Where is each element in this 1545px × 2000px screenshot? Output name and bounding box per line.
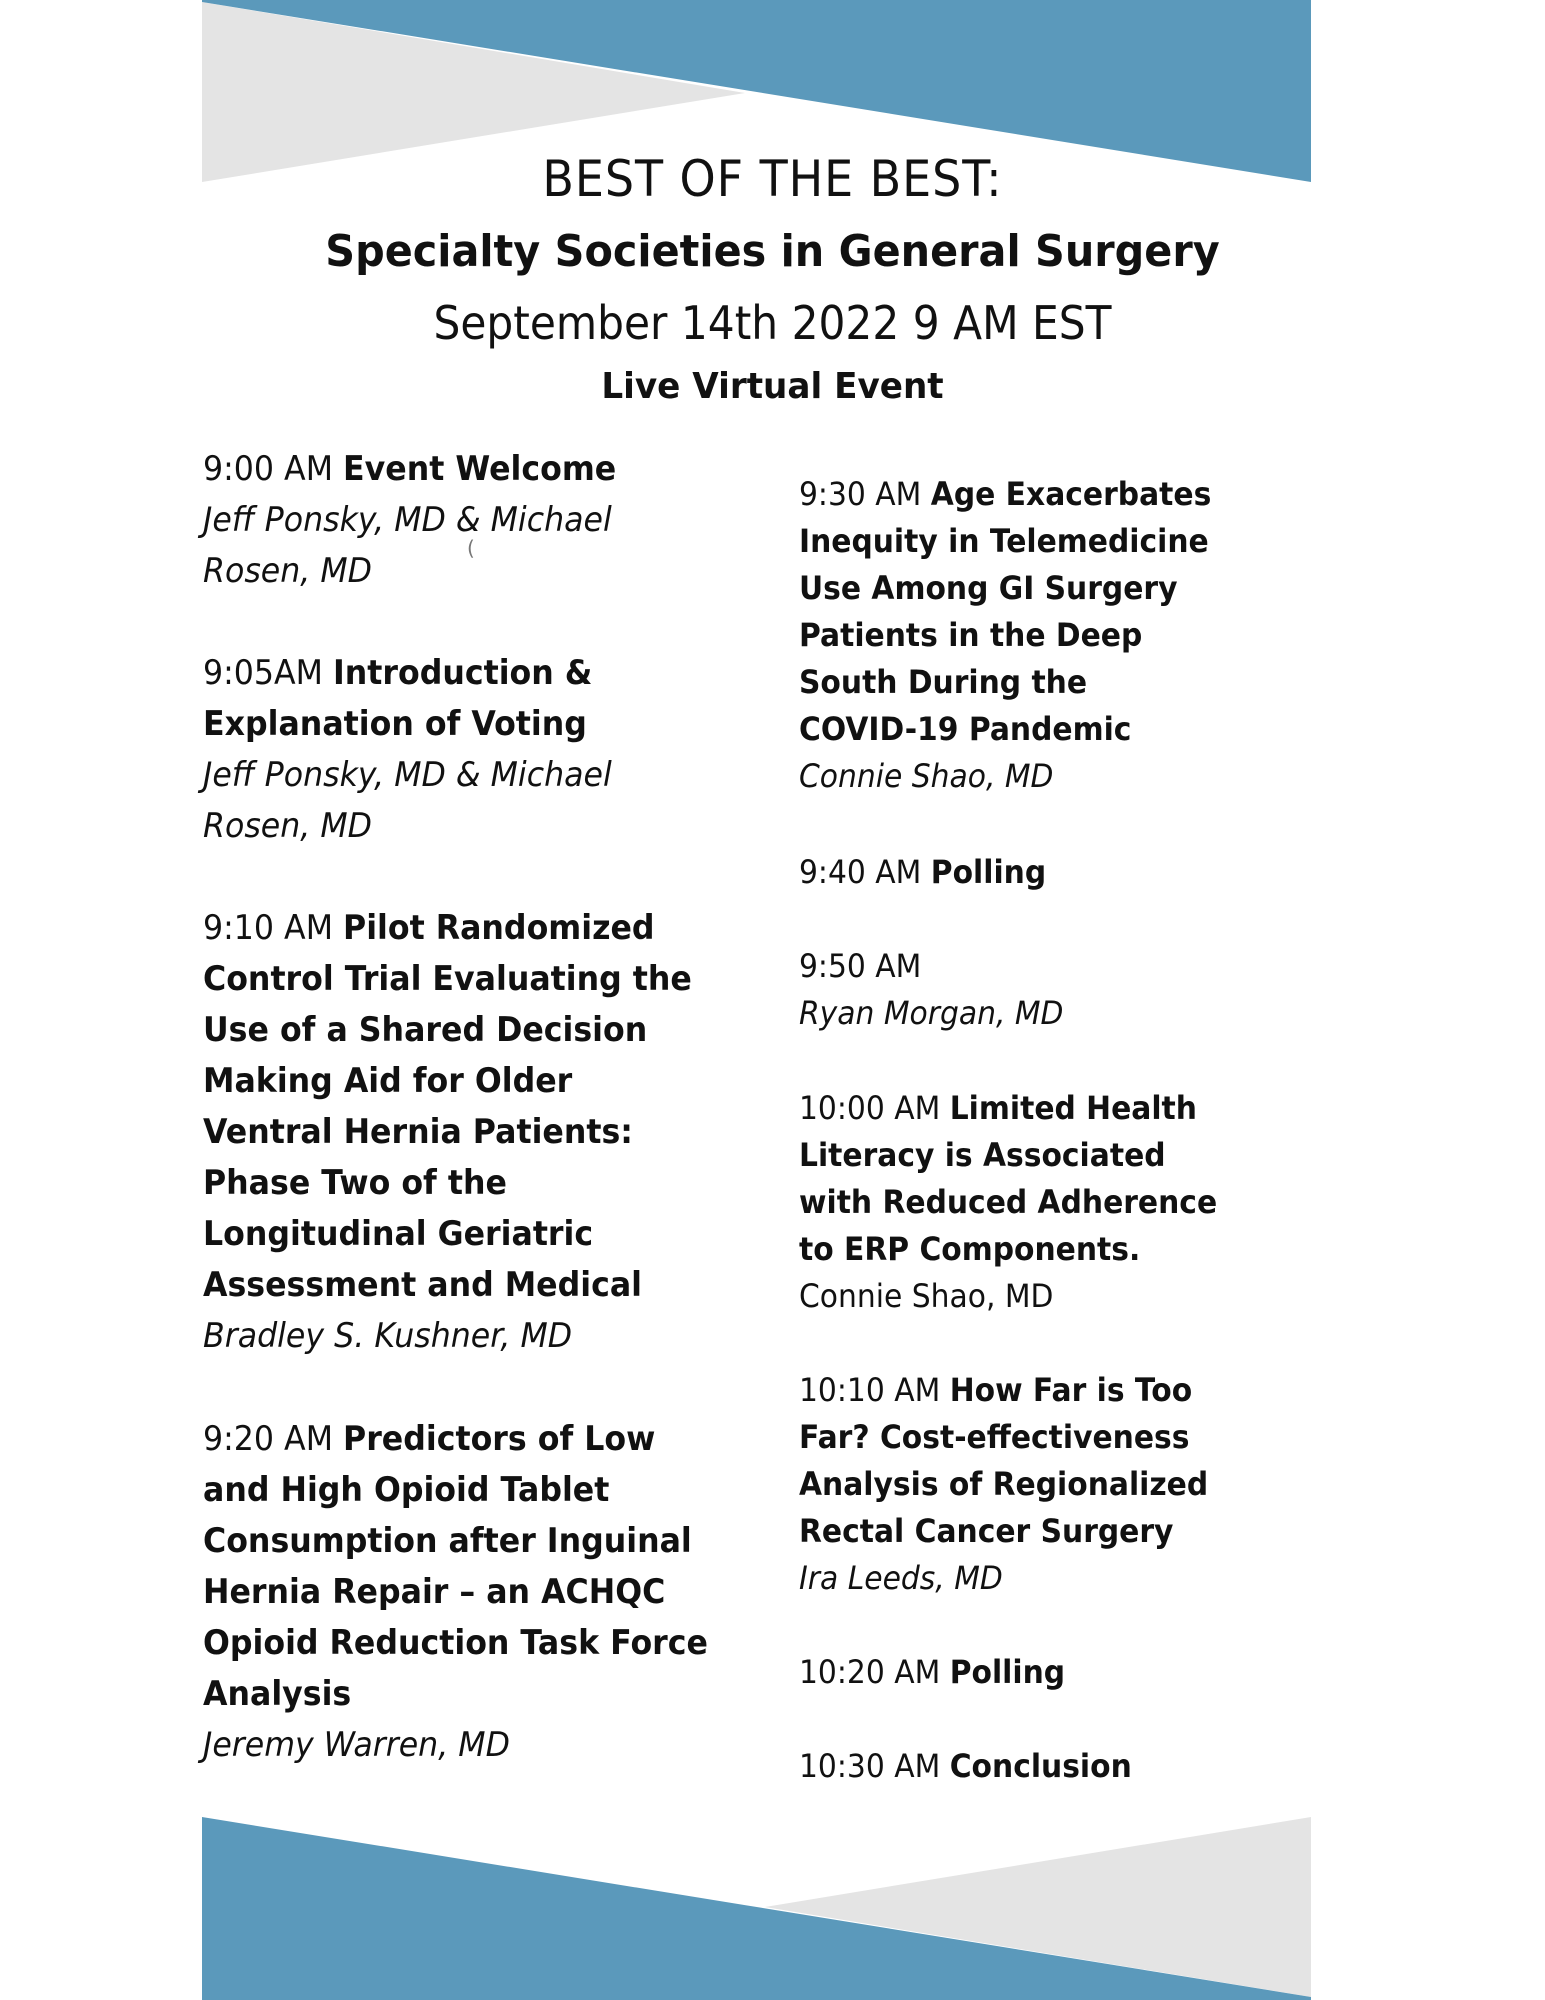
session-title: Patients in the Deep xyxy=(799,616,1143,654)
bottom-decorative-band xyxy=(0,1800,1545,2000)
session-title: Polling xyxy=(930,853,1047,891)
session-title: Hernia Repair – an ACHQC xyxy=(203,1572,666,1612)
session-speaker: Ira Leeds, MD xyxy=(799,1559,1003,1597)
session-title: Inequity in Telemedicine xyxy=(799,522,1209,560)
session-title: Longitudinal Geriatric xyxy=(203,1214,594,1254)
session-title: to ERP Components. xyxy=(799,1230,1141,1268)
event-format: Live Virtual Event xyxy=(601,366,944,407)
session-item xyxy=(799,849,1046,896)
session-item xyxy=(799,943,1063,1037)
session-title: Control Trial Evaluating the xyxy=(203,959,692,999)
session-time: 9:00 AM xyxy=(203,449,333,489)
session-title: Explanation of Voting xyxy=(203,704,587,744)
session-title: Assessment and Medical xyxy=(203,1265,643,1305)
session-time: 10:30 AM xyxy=(799,1747,941,1785)
session-title: Phase Two of the xyxy=(203,1163,507,1203)
session-time: 10:10 AM xyxy=(799,1371,941,1409)
session-title: Event Welcome xyxy=(343,449,617,489)
session-time: 10:00 AM xyxy=(799,1089,941,1127)
session-title: Conclusion xyxy=(949,1747,1132,1785)
session-title: Pilot Randomized xyxy=(343,908,655,948)
session-title: Predictors of Low xyxy=(343,1419,656,1459)
stray-parenthesis-mark: ( xyxy=(467,536,475,560)
session-time: 9:40 AM xyxy=(799,853,922,891)
session-speaker: Rosen, MD xyxy=(203,806,373,846)
session-title: Use Among GI Surgery xyxy=(799,569,1178,607)
session-time: 9:30 AM xyxy=(799,475,922,513)
session-speaker: Jeremy Warren, MD xyxy=(203,1725,510,1765)
session-title: South During the xyxy=(799,663,1088,701)
session-item xyxy=(203,444,616,597)
session-title: Ventral Hernia Patients: xyxy=(203,1112,633,1152)
session-title: Consumption after Inguinal xyxy=(203,1521,692,1561)
session-speaker: Connie Shao, MD xyxy=(799,1277,1054,1315)
session-title: Literacy is Associated xyxy=(799,1136,1166,1174)
session-title: Polling xyxy=(949,1653,1066,1691)
session-title: Analysis xyxy=(203,1674,352,1714)
session-time: 10:20 AM xyxy=(799,1653,941,1691)
session-title: Rectal Cancer Surgery xyxy=(799,1512,1174,1550)
session-item xyxy=(799,1649,1065,1696)
session-speaker: Jeff Ponsky, MD & Michael xyxy=(203,755,612,795)
session-title: with Reduced Adherence xyxy=(799,1183,1218,1221)
session-speaker: Connie Shao, MD xyxy=(799,757,1054,795)
session-title: and High Opioid Tablet xyxy=(203,1470,610,1510)
session-title: Opioid Reduction Task Force xyxy=(203,1623,708,1663)
session-time: 9:10 AM xyxy=(203,908,333,948)
session-title: Analysis of Regionalized xyxy=(799,1465,1209,1503)
session-time: 9:05AM xyxy=(203,653,323,693)
session-speaker: Jeff Ponsky, MD & Michael xyxy=(203,500,612,540)
session-item xyxy=(799,1085,1217,1320)
event-title: BEST OF THE BEST: xyxy=(542,150,1003,208)
session-time: 9:50 AM xyxy=(799,947,922,985)
session-title: COVID-19 Pandemic xyxy=(799,710,1132,748)
event-subtitle: Specialty Societies in General Surgery xyxy=(325,226,1220,277)
event-date: September 14th 2022 9 AM EST xyxy=(433,296,1112,350)
session-title: Making Aid for Older xyxy=(203,1061,573,1101)
session-item xyxy=(799,471,1211,800)
session-title: Limited Health xyxy=(949,1089,1197,1127)
session-item xyxy=(799,1367,1208,1602)
session-title: Far? Cost-effectiveness xyxy=(799,1418,1190,1456)
session-item xyxy=(203,903,692,1362)
session-time: 9:20 AM xyxy=(203,1419,333,1459)
session-title: How Far is Too xyxy=(949,1371,1193,1409)
session-speaker: Rosen, MD xyxy=(203,551,373,591)
session-title: Age Exacerbates xyxy=(930,475,1212,513)
session-title: Use of a Shared Decision xyxy=(203,1010,648,1050)
session-speaker: Ryan Morgan, MD xyxy=(799,994,1064,1032)
session-item xyxy=(799,1743,1132,1790)
session-speaker: Bradley S. Kushner, MD xyxy=(203,1316,573,1356)
session-item xyxy=(203,1414,708,1771)
session-item xyxy=(203,648,612,852)
session-title: Introduction & xyxy=(332,653,593,693)
